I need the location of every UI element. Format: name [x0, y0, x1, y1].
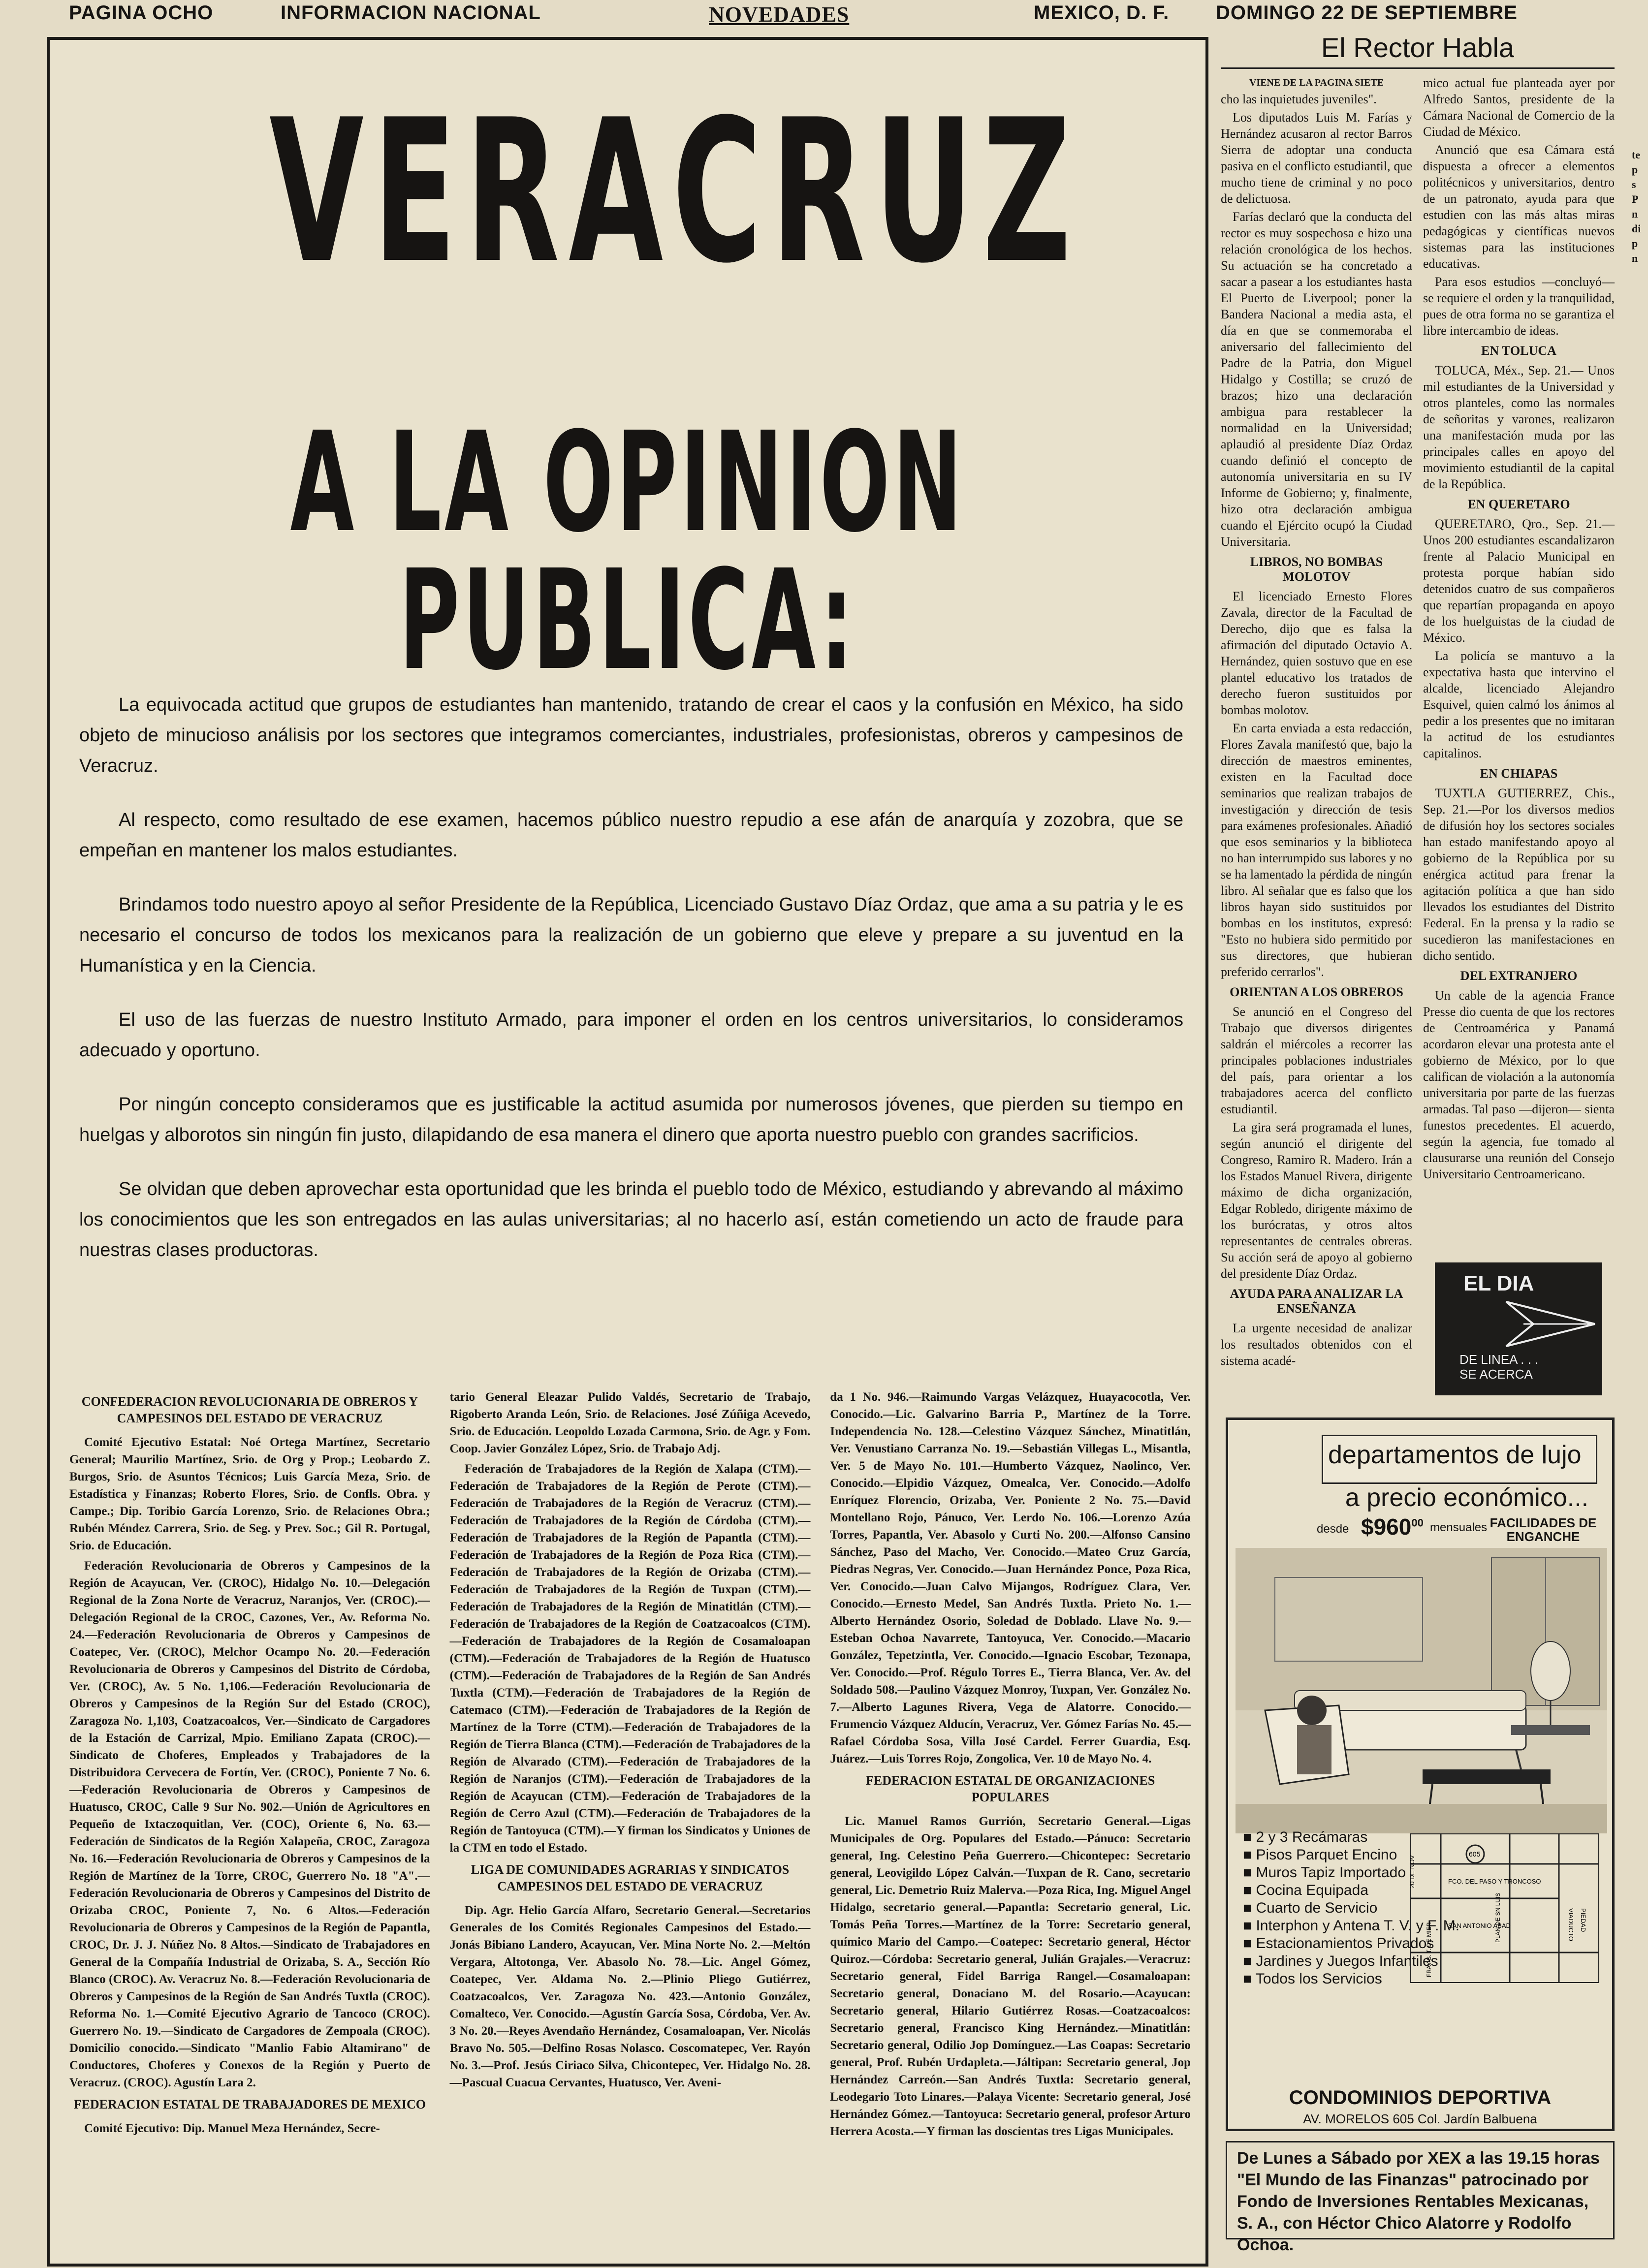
development-name: CONDOMINIOS DEPORTIVA — [1289, 2087, 1552, 2109]
map-label: PLAN DE SN LUIS — [1494, 1892, 1501, 1943]
article-paragraph: Anunció que esa Cámara está dispuesta a ofrecer a elementos politécnicos y universitarios, dentro de un patronato, ayuda para que estudien con las más altas miras pedagógicas y científicas nuevos sistemas para las instituciones educativas. — [1423, 143, 1615, 271]
article-paragraph: Para esos estudios —concluyó— se requiere el orden y la tranquilidad, pues de otra forma no se garantiza el libre intercambio de ideas. — [1423, 275, 1615, 338]
el-dia-slogan-1: DE LINEA . . . — [1459, 1352, 1539, 1367]
subhead: LIBROS, NO BOMBAS MOLOTOV — [1250, 555, 1383, 584]
el-dia-slogan-2: SE ACERCA — [1459, 1367, 1533, 1382]
map-label: 20 DE NOV — [1408, 1855, 1416, 1889]
section-name: INFORMACION NACIONAL — [281, 2, 541, 24]
org-text: da 1 No. 946.—Raimundo Vargas Velázquez, Huayacocotla, Ver. Conocido.—Lic. Galvarino Barria P., Martínez de la Torre. Independencia No. 128.—Celestino Vázquez Sánchez, Minatitlán, Ver. Venustiano Carranza No. 19.—Sebastián Villegas L., Misantla, Ver. 5 de Mayo No. 101.—Humberto Vázquez, Naolinco, Ver. Conocido.—Elpidio Vázquez, Omealca, Ver. Conocido.—Adolfo Enríquez Florencio, Orizaba, Ver. Poniente 2 No. 75.—David Montellano Rojo, Pánuco, Ver. Lerdo No. 106.—Lorenzo Azúa Torres, Papantla, Ver. Abasolo y Curti No. 200.—Alfonso Cansino Sánchez, Paso del Macho, Ver. Conocido.—Mateo Cruz García, Piedras Negras, Ver. Conocido.—Juan Hernández Ponce, Poza Rica, Ver. Conocido.—Juan Calvo Mijangos, Rodríguez Clara, Ver. Conocido.—Ernesto Medel, San Andrés Tuxtla. Prieto No. 1.—Alberto Hernández Osorio, Soledad de Doblado. Llave No. 9.—Esteban Ochoa Navarrete, Tantoyuca, Ver. Conocido.—Macario González, Tepetzintla, Ver. Conocido.—Ignacio Escobar, Tezonapa, Ver. Conocido.—Prof. Régulo Torres E., Tierra Blanca, Ver. Av. del Soldado 508.—Paulino Vázquez Monroy, Tuxpan, Ver. González No. 7.—Alberto Lagunes Rivera, Vega de Alatorre. Conocido.—Frumencio Vázquez Alducín, Veracruz, Ver. Gómez Farías No. 45.—Rafael Córdoba Sosa, Villa José Cardel. Ferrer Guardia, Esq. Juárez.—Luis Torres Rojo, Zongolica, Ver. 10 de Mayo No. 4. — [830, 1390, 1191, 1765]
subhead: AYUDA PARA ANALIZAR LA ENSEÑANZA — [1230, 1287, 1403, 1316]
map-label: FRAY S. T. DE MIER — [1426, 1922, 1432, 1977]
subhead: DEL EXTRANJERO — [1460, 969, 1578, 983]
feature-item: ■ Muros Tapiz Importado — [1243, 1864, 1406, 1881]
edge-fragment: te — [1632, 149, 1641, 161]
article-col-left — [1221, 75, 1412, 1371]
signatories-col-1 — [69, 1388, 430, 2143]
feature-text: Todos los Servicios — [1255, 1971, 1382, 1987]
living-room-illustration — [1236, 1548, 1607, 1833]
el-dia-title: EL DIA — [1463, 1271, 1534, 1295]
edge-fragment: P — [1632, 193, 1639, 205]
feature-item: ■ Todos los Servicios — [1243, 1971, 1382, 1987]
apartments-line-1: departamentos de lujo — [1328, 1441, 1582, 1469]
ad-paragraph: Al respecto, como resultado de ese examen, hacemos público nuestro repudio a ese afán de anarquía y zozobra, que se empeñan en mantener los malos estudiantes. — [79, 810, 1183, 861]
feature-text: 2 y 3 Recámaras — [1256, 1829, 1368, 1845]
feature-text: Cuarto de Servicio — [1256, 1900, 1378, 1916]
feature-text: Interphon y Antena T. V. y F. M. — [1256, 1918, 1460, 1934]
desde-label: desde — [1317, 1522, 1349, 1536]
news-column — [1221, 30, 1615, 1371]
development-address: AV. MORELOS 605 Col. Jardín Balbuena — [1303, 2111, 1537, 2126]
continued-note: VIENE DE LA PAGINA SIETE — [1249, 77, 1384, 88]
org-text: tario General Eleazar Pulido Valdés, Secretario de Trabajo, Rigoberto Aranda León, Srio. de Relaciones. José Zúñiga Acevedo, Srio. de Educación. Leopoldo Lozada Carmona, Srio. de Agr. y Fom. Coop. Javier González López, Srio. de Trabajo Adj. — [449, 1390, 811, 1455]
ad-body — [79, 690, 1183, 1289]
ad-paragraph: Por ningún concepto consideramos que es justificable la actitud asumida por numerosos jóvenes, que pierden su tiempo en huelgas y alborotos sin ningún fin justo, dilapidando de esa manera el dinero que aporta nuestro pueblo con grandes sacrificios. — [79, 1094, 1183, 1145]
article-paragraph: Farías declaró que la conducta del rector es muy sospechosa e hizo una relación cronológica de los hechos. Su actuación se ha concretado a sacar a pasear a los estudiantes hasta El Puerto de Liverpool; poner la Bandera Nacional a media asta, el día en que se conmemoraba el aniversario del fallecimiento del Padre de la Patria, don Miguel Hidalgo y Costilla; se cruzó de brazos; hizo una declaración ambigua para restablecer la normalidad en la Universidad; aplaudió al presidente Díaz Ordaz cuando definió el concepto de autonomía universitaria en su IV Informe de Gobierno; y, finalmente, hizo otra declaración ambigua cuando el Ejército ocupó la Ciudad Universitaria. — [1221, 210, 1412, 549]
subhead: EN CHIAPAS — [1480, 766, 1558, 781]
apartments-line-2: a precio económico... — [1345, 1483, 1589, 1512]
article-paragraph: mico actual fue planteada ayer por Alfredo Santos, presidente de la Cámara Nacional de Comercio de la Ciudad de México. — [1423, 76, 1615, 139]
veracruz-ad — [47, 37, 1208, 2267]
edge-fragment: p — [1632, 163, 1638, 176]
map-label: FCO. DEL PASO Y TRONCOSO — [1448, 1878, 1541, 1885]
date: DOMINGO 22 DE SEPTIEMBRE — [1216, 2, 1518, 24]
edge-fragment: n — [1632, 252, 1638, 264]
org-heading: FEDERACION ESTATAL DE TRABAJADORES DE MEXICO — [73, 2097, 426, 2111]
el-dia-ad — [1435, 1262, 1602, 1395]
feature-text: Muros Tapiz Importado — [1256, 1864, 1406, 1881]
feature-item: ■ Jardines y Juegos Infantiles — [1243, 1953, 1438, 1969]
subhead: EN QUERETARO — [1467, 497, 1570, 511]
feature-item: ■ Pisos Parquet Encino — [1243, 1847, 1397, 1863]
signatories-col-3 — [830, 1388, 1191, 2143]
location-map — [1410, 1833, 1599, 1983]
feature-item: ■ Cuarto de Servicio — [1243, 1900, 1378, 1916]
adjacent-page-edge — [1632, 148, 1641, 266]
org-text: Federación de Trabajadores de la Región de Xalapa (CTM).—Federación de Trabajadores de la Región de Perote (CTM).—Federación de Trabajadores de la Región de Veracruz (CTM).—Federación de Trabajadores de la Región de Córdoba (CTM).—Federación de Trabajadores de la Región de Papantla (CTM).—Federación de Trabajadores de la Región de Poza Rica (CTM).—Federación de Trabajadores de la Región de Orizaba (CTM).—Federación de Trabajadores de la Región de Tuxpan (CTM).—Federación de Trabajadores de la Región de Minatitlán (CTM).—Federación de Trabajadores de la Región de Coatzacoalcos (CTM).—Federación de Trabajadores de la Región de Cosamaloapan (CTM).—Federación de Trabajadores de la Región de Huatusco (CTM).—Federación de Trabajadores de la Región de San Andrés Tuxtla (CTM).—Federación de Trabajadores de la Región de Catemaco (CTM).—Federación de Trabajadores de la Región de Martínez de la Torre (CTM).—Federación de Trabajadores de la Región de Tierra Blanca (CTM).—Federación de Trabajadores de la Región de Alvarado (CTM).—Federación de Trabajadores de la Región de Naranjos (CTM).—Federación de Trabajadores de la Región de Acayucan (CTM).—Federación de Trabajadores de la Región de Cerro Azul (CTM).—Federación de Trabajadores de la Región de Tantoyuca (CTM).—Y firman los Sindicatos y Uniones de la CTM en todo el Estado. — [449, 1462, 811, 1855]
subhead: ORIENTAN A LOS OBREROS — [1230, 985, 1403, 999]
feature-item: ■ Estacionamientos Privados — [1243, 1935, 1434, 1952]
article-title: El Rector Habla — [1221, 30, 1615, 69]
signatories — [69, 1388, 1191, 2143]
edge-fragment: n — [1632, 208, 1638, 220]
org-text: Lic. Manuel Ramos Gurrión, Secretario General.—Ligas Municipales de Org. Populares del Estado.—Pánuco: Secretario general, Ing. Celestino Peña Guerrero.—Chicontepec: Secretario general, Leovigildo López Calván.—Tuxpan de R. Cano, secretario general, Lic. Demetrio Ruiz Malerva.—Poza Rica, Ing. Miguel Angel Hidalgo, secretario general.—Papantla: Secretario general, Lic. Tomás Peña Torres.—Martínez de la Torre: Secretario general, químico Mario del Campo.—Coatepec: Secretario general, Héctor Quiroz.—Córdoba: Secretario general, Julián Grajales.—Veracruz: Secretario general, Fidel Barriga Rangel.—Cosamaloapan: Secretario general, Donaciano M. del Rosario.—Acayucan: Secretario general, Hilario Gutiérrez Rosas.—Coatzacoalcos: Secretario general, Francisco King Hernández.—Minatitlán: Secretario general, Odilio Jop Domínguez.—Las Coapas: Secretario general, Prof. Rubén Urdapleta.—Jáltipan: Secretario general, Jop Hernández Carreón.—San Andrés Tuxtla: Secretario general, Leodegario Toto Linares.—Palaya Vicente: Secretario general, José Hernández Gómez.—Tantoyuca: Secretario general, profesor Arturo Herrera Acosta.—Y firman las doscientas tres Ligas Municipales. — [830, 1815, 1191, 2138]
arrow-jet-icon — [1504, 1297, 1597, 1351]
article-paragraph: El licenciado Ernesto Flores Zavala, director de la Facultad de Derecho, dijo que es falsa la afirmación del diputado Octavio A. Hernández, quien sostuvo que en ese plantel educativo los tratados de derecho fueron sustituidos por bombas molotov. — [1221, 589, 1412, 717]
article-paragraph: TOLUCA, Méx., Sep. 21.— Unos mil estudiantes de la Universidad y otros planteles, como las normales de señoritas y varones, realizaron una manifestación muda por las principales calles en apoyo del movimiento estudiantil de la capital de la República. — [1423, 363, 1615, 491]
ad-paragraph: El uso de las fuerzas de nuestro Instituto Armado, para imponer el orden en los centros universitarios, lo consideramos adecuado y oportuno. — [79, 1009, 1183, 1061]
article-paragraph: En carta enviada a esta redacción, Flores Zavala manifestó que, bajo la dirección de maestros eminentes, existen en la Facultad doce seminarios que realizan trabajos de investigación y dirección de tesis para exámenes profesionales. Añadió que esos seminarios y la biblioteca no han interrumpido sus labores y no se ha lamentado la pérdida de ningún libro. Al señalar que es falso que los libros hayan sido sustituidos por bombas en los institutos, expresó: "Esto no hubiera sido permitido por sus directores, que hubieran preferido cerrarlos". — [1221, 721, 1412, 979]
masthead — [30, 0, 1648, 26]
mensuales-label: mensuales — [1430, 1521, 1488, 1534]
org-text: Federación Revolucionaria de Obreros y Campesinos de la Región de Acayucan, Ver. (CROC), Hidalgo No. 10.—Delegación Regional de la Zona Norte de Veracruz, Naranjos, Ver. (CROC).—Delegación Regional de la CROC, Cazones, Ver., Av. Reforma No. 24.—Federación Revolucionaria de Obreros y Campesinos de Coatepec, Ver. (CROC), Melchor Ocampo No. 20.—Federación Revolucionaria de Obreros y Campesinos del Distrito de Córdoba, Ver. (CROC), Av. 5 No. 1,106.—Federación Revolucionaria de Obreros y Campesinos de la Región Sur del Estado (CROC), Zaragoza No. 1,103, Coatzacoalcos, Ver.—Sindicato de Cargadores de la Estación de Carrizal, Mpio. Emiliano Zapata (CROC).—Sindicato de Choferes, Empleados y Trabajadores de la Distribuidora Cervecera de Fortín, Ver. (CROC), Poniente 7 No. 6.—Federación Revolucionaria de Obreros y Campesinos de Huatusco, CROC, Calle 9 Sur No. 902.—Unión de Agricultores en Pequeño de Ixtaczoquitlan, Ver. (COC), Oriente 6, No. 63.—Federación de Sindicatos de la Región Xalapeña, CROC, Zaragoza No. 16.—Federación Revolucionaria de Obreros y Campesinos de la Región de Martínez de la Torre, CROC, Guerrero No. 18 "A".—Federación Revolucionaria de Obreros y Campesinos del Distrito de Orizaba CROC, Poniente 7, No. 6 Altos.—Federación Revolucionaria de Obreros y Campesinos de la Región de Papantla, CROC, Dr. J. J. Núñez No. 8 Altos.—Sindicato de Trabajadores en General de la Compañía Industrial de Orizaba, S. A., Sección Río Blanco (CROC). Av. Veracruz No. 8.—Federación Revolucionaria de Obreros y Campesinos de la Región de San Andrés Tuxtla (CROC). Reforma No. 1.—Comité Ejecutivo Agrario de Tancoco (CROC). Guerrero No. 19.—Sindicato de Cargadores de Zempoala (CROC). Domicilio conocido.—Sindicato "Manlio Fabio Altamirano" de Conductores, Choferes y Conexos de la Región y Puerto de Veracruz. (CROC). Agustín Lara 2. — [69, 1559, 430, 2089]
feature-text: Pisos Parquet Encino — [1256, 1847, 1397, 1863]
org-text: Dip. Agr. Helio García Alfaro, Secretario General.—Secretarios Generales de los Comités Regionales Campesinos del Estado.—Jonás Bibiano Landero, Acayucan, Ver. Mina Norte No. 2.—Meltón Vergara, Altotonga, Ver. Abasolo No. 78.—Lic. Angel Gómez, Coatepec, Ver. Aldama No. 2.—Plinio Pliego Gutiérrez, Coatzacoalcos, Ver. Zaragoza No. 423.—Antonio González, Comalteco, Ver. Conocido.—Agustín García Sosa, Córdoba, Ver. Av. 3 No. 20.—Reyes Avendaño Hernández, Cosamaloapan, Ver. Nicolás Bravo No. 505.—Delfino Rosas Nolasco. Coscomatepec, Ver. Rayón No. 3.—Prof. Jesús Ciriaco Silva, Chicontepec, Ver. Hidalgo No. 28.—Pascual Cuacua Cervantes, Huatusco, Ver. Aveni- — [449, 1904, 811, 2089]
article-paragraph: QUERETARO, Qro., Sep. 21.—Unos 200 estudiantes escandalizaron frente al Palacio Municipal en protesta porque habían sido detenidos cuatro de sus compañeros que repartían propaganda en apoyo de los huelguistas de la ciudad de México. — [1423, 517, 1615, 645]
org-heading: FEDERACION ESTATAL DE ORGANIZACIONES POPULARES — [866, 1773, 1155, 1804]
feature-item: ■ Interphon y Antena T. V. y F. M. — [1243, 1918, 1460, 1934]
org-heading: LIGA DE COMUNIDADES AGRARIAS Y SINDICATOS CAMPESINOS DEL ESTADO DE VERACRUZ — [471, 1862, 790, 1893]
apartments-ad — [1226, 1418, 1615, 2131]
apartments-headline-box — [1322, 1435, 1597, 1484]
price — [1361, 1513, 1424, 1540]
feature-item: ■ 2 y 3 Recámaras — [1243, 1829, 1368, 1845]
facilidades-label: FACILIDADES DE ENGANCHE — [1490, 1515, 1597, 1544]
article-paragraph: Un cable de la agencia France Presse dio cuenta de que los rectores de Centroamérica y Panamá acordaron elevar una protesta ante el gobierno de México, por lo que califican de violación a la autonomía universitaria por parte de las fuerzas armadas. Tal paso —dijeron— sienta funestos precedentes. El acuerdo, según la agencia, fue tomado al clausurarse una reunión del Consejo Universitario Centroamericano. — [1423, 988, 1615, 1181]
feature-text: Jardines y Juegos Infantiles — [1256, 1953, 1438, 1969]
ad-paragraph: Se olvidan que deben aprovechar esta oportunidad que les brinda el pueblo todo de México, estudiando y abrevando al máximo los conocimientos que les son entregados en las aulas universitarias; al no hacerlo así, están cometiendo un acto de fraude para nuestras clases productoras. — [79, 1179, 1183, 1260]
page-number: PAGINA OCHO — [69, 2, 214, 24]
article-paragraph: TUXTLA GUTIERREZ, Chis., Sep. 21.—Por los diversos medios de difusión hoy los sectores sociales han estado manifestando apoyo al gobierno de la República por su enérgica actitud para frenar la agitación política a que han sido llevados los estudiantes del Distrito Federal. En la prensa y la radio se sucedieron las manifestaciones en dicho sentido. — [1423, 786, 1615, 963]
article-paragraph: Se anunció en el Congreso del Trabajo que diversos dirigentes saldrán el miércoles a recorrer las principales poblaciones industriales del país, para orientar a los trabajadores acerca del conflicto estudiantil. — [1221, 1005, 1412, 1116]
feature-item: ■ Cocina Equipada — [1243, 1882, 1368, 1898]
edge-fragment: di — [1632, 222, 1641, 235]
radio-ad: De Lunes a Sábado por XEX a las 19.15 horas "El Mundo de las Finanzas" patrocinado por Fondo de Inversiones Rentables Mexicanas, S. A., con Héctor Chico Alatorre y Rodolfo Ochoa. — [1226, 2141, 1615, 2239]
ad-subheadline: A LA OPINION PUBLICA: — [290, 403, 965, 701]
org-text: Comité Ejecutivo: Dip. Manuel Meza Hernández, Secre- — [84, 2122, 380, 2135]
article-paragraph: La gira será programada el lunes, según anunció el dirigente del Congreso, Ramiro R. Madero. Irán a los Estados Manuel Rivera, dirigente máximo de dicha organización, Edgar Robledo, dirigente máximo de los burócratas, y otros altos representantes de centrales obreras. Su acción será de apoyo al gobierno del presidente Díaz Ordaz. — [1221, 1120, 1412, 1281]
city: MEXICO, D. F. — [1034, 2, 1170, 24]
edge-fragment: p — [1632, 237, 1638, 250]
price-value: $960 — [1361, 1514, 1412, 1540]
feature-text: Cocina Equipada — [1256, 1882, 1368, 1898]
paper-name: NOVEDADES — [709, 2, 850, 27]
map-label: SAN ANTONIO ABAD — [1448, 1922, 1511, 1929]
ad-headline: VERACRUZ — [269, 78, 1080, 307]
feature-text: Estacionamientos Privados — [1256, 1935, 1434, 1952]
edge-fragment: s — [1632, 178, 1636, 190]
article-columns — [1221, 75, 1615, 1371]
signatories-col-2 — [450, 1388, 811, 2143]
article-paragraph: La urgente necesidad de analizar los resultados obtenidos con el sistema acadé- — [1221, 1321, 1412, 1368]
map-label: PIEDAD — [1580, 1908, 1587, 1932]
map-label: VIADUCTO — [1567, 1908, 1575, 1941]
ad-paragraph: La equivocada actitud que grupos de estudiantes han mantenido, tratando de crear el caos y la confusión en México, ha sido objeto de minucioso análisis por los sectores que integramos comerciantes, industriales, profesionistas, obreros y campesinos de Veracruz. — [79, 694, 1183, 776]
el-dia-slogan — [1459, 1352, 1538, 1382]
map-label: 605 — [1469, 1850, 1481, 1858]
price-cents: 00 — [1411, 1516, 1424, 1529]
article-col-right — [1423, 75, 1615, 1371]
org-text: Comité Ejecutivo Estatal: Noé Ortega Martínez, Secretario General; Maurilio Martínez, Srio. de Org y Prop.; Leobardo Z. Burgos, Srio. de Asuntos Técnicos; Luis García Meza, Srio. de Estadística y Finanzas; Roberto Flores, Srio. de Confls. Obra. y Campe.; Dip. Toribio García Lorenzo, Srio. de Relaciones Obra.; Rubén Méndez Carrera, Srio. de Seg. y Prev. Soc.; Gil R. Portugal, Srio. de Educación. — [69, 1436, 430, 1552]
article-paragraph: La policía se mantuvo a la expectativa hasta que intervino el alcalde, licenciado Alejandro Esquivel, quien calmó los ánimos al pedir a los presentes que no imitaran la actitud de los estudiantes capitalinos. — [1423, 649, 1615, 760]
org-heading: CONFEDERACION REVOLUCIONARIA DE OBREROS Y CAMPESINOS DEL ESTADO DE VERACRUZ — [81, 1394, 418, 1425]
article-paragraph: cho las inquietudes juveniles". — [1221, 92, 1377, 106]
article-paragraph: Los diputados Luis M. Farías y Hernández acusaron al rector Barros Sierra de adoptar una conducta pasiva en el conflicto estudiantil, que mucho tiene de criminal y no poco de delictuosa. — [1221, 110, 1412, 206]
ad-paragraph: Brindamos todo nuestro apoyo al señor Presidente de la República, Licenciado Gustavo Díaz Ordaz, que ama a su patria y le es necesario el concurso de todos los mexicanos para la realización de un gobierno que eleve y prepare a su juventud en la Humanística y en la Ciencia. — [79, 894, 1184, 976]
subhead: EN TOLUCA — [1481, 344, 1556, 358]
